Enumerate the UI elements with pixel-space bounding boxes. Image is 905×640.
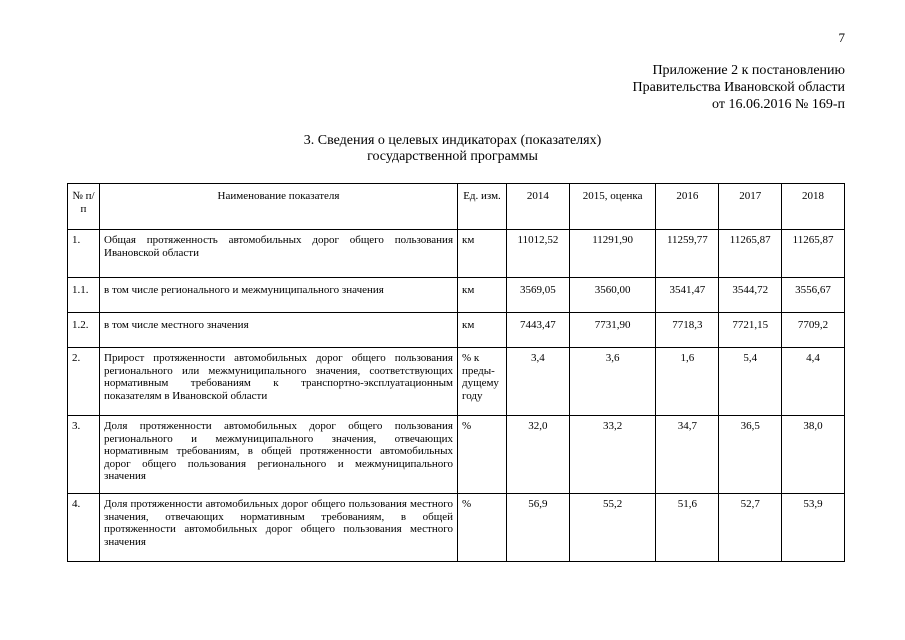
value-2014: 3569,05 [507,278,570,313]
table-row [68,278,845,313]
value-2014: 3,4 [507,348,570,416]
header-2014: 2014 [507,184,570,230]
value-2015: 11291,90 [569,230,656,278]
row-unit: км [458,230,507,278]
row-indicator-name: Доля протяженности автомобильных дорог общего пользования местного значения, отвечающих нормативным требованиям, в общей протяженности автомобильных дорог общего пользования местного значения [100,494,458,562]
row-unit: % [458,494,507,562]
appendix-line-3: от 16.06.2016 № 169-п [712,97,845,112]
appendix-line-2: Правительства Ивановской области [632,80,845,95]
value-2018: 38,0 [782,416,845,494]
section-title-line-2: государственной программы [367,149,538,164]
value-2016: 1,6 [656,348,719,416]
row-indicator-name: Общая протяженность автомобильных дорог общего пользования Ивановской области [100,230,458,278]
row-unit: % к преды-дущему году [458,348,507,416]
header-2017: 2017 [719,184,782,230]
page-number: 7 [838,30,845,45]
value-2014: 7443,47 [507,313,570,348]
table-row [68,348,845,416]
table-row [68,494,845,562]
value-2017: 3544,72 [719,278,782,313]
row-indicator-name: в том числе местного значения [100,313,458,348]
section-title-line-1: 3. Сведения о целевых индикаторах (показателях) [303,133,602,148]
value-2018: 11265,87 [782,230,845,278]
row-unit: % [458,416,507,494]
header-2018: 2018 [782,184,845,230]
table-row [68,230,845,278]
value-2017: 36,5 [719,416,782,494]
row-num: 1. [68,230,100,278]
value-2015: 3560,00 [569,278,656,313]
row-num: 1.1. [68,278,100,313]
header-unit: Ед. изм. [458,184,507,230]
table-row [68,416,845,494]
row-num: 2. [68,348,100,416]
value-2016: 34,7 [656,416,719,494]
table-row [68,313,845,348]
value-2017: 7721,15 [719,313,782,348]
row-indicator-name: Доля протяженности автомобильных дорог общего пользования регионального и межмуниципального значения, отвечающих нормативным требованиям, в общей протяженности автомобильных дорог общего пользования регионального и межмуниципального значения [100,416,458,494]
value-2015: 3,6 [569,348,656,416]
value-2014: 56,9 [507,494,570,562]
value-2017: 52,7 [719,494,782,562]
header-2016: 2016 [656,184,719,230]
value-2016: 11259,77 [656,230,719,278]
value-2018: 4,4 [782,348,845,416]
section-title [0,133,905,165]
header-name: Наименование показателя [100,184,458,230]
value-2015: 7731,90 [569,313,656,348]
value-2015: 55,2 [569,494,656,562]
row-unit: км [458,313,507,348]
row-num: 3. [68,416,100,494]
value-2014: 32,0 [507,416,570,494]
value-2016: 7718,3 [656,313,719,348]
row-indicator-name: Прирост протяженности автомобильных дорог общего пользования регионального или межмуниципального значения, соответствующих нормативным требованиям к транспортно-эксплуатационным показателям в Ивановской области [100,348,458,416]
row-unit: км [458,278,507,313]
value-2018: 3556,67 [782,278,845,313]
row-num: 1.2. [68,313,100,348]
row-indicator-name: в том числе регионального и межмуниципального значения [100,278,458,313]
row-num: 4. [68,494,100,562]
indicators-table [67,183,845,562]
value-2017: 5,4 [719,348,782,416]
header-2015: 2015, оценка [569,184,656,230]
value-2016: 51,6 [656,494,719,562]
appendix-line-1: Приложение 2 к постановлению [652,63,845,78]
header-num: № п/п [68,184,100,230]
value-2014: 11012,52 [507,230,570,278]
table-header-row [68,184,845,230]
value-2017: 11265,87 [719,230,782,278]
appendix-note [633,62,845,113]
value-2018: 7709,2 [782,313,845,348]
value-2015: 33,2 [569,416,656,494]
value-2018: 53,9 [782,494,845,562]
value-2016: 3541,47 [656,278,719,313]
